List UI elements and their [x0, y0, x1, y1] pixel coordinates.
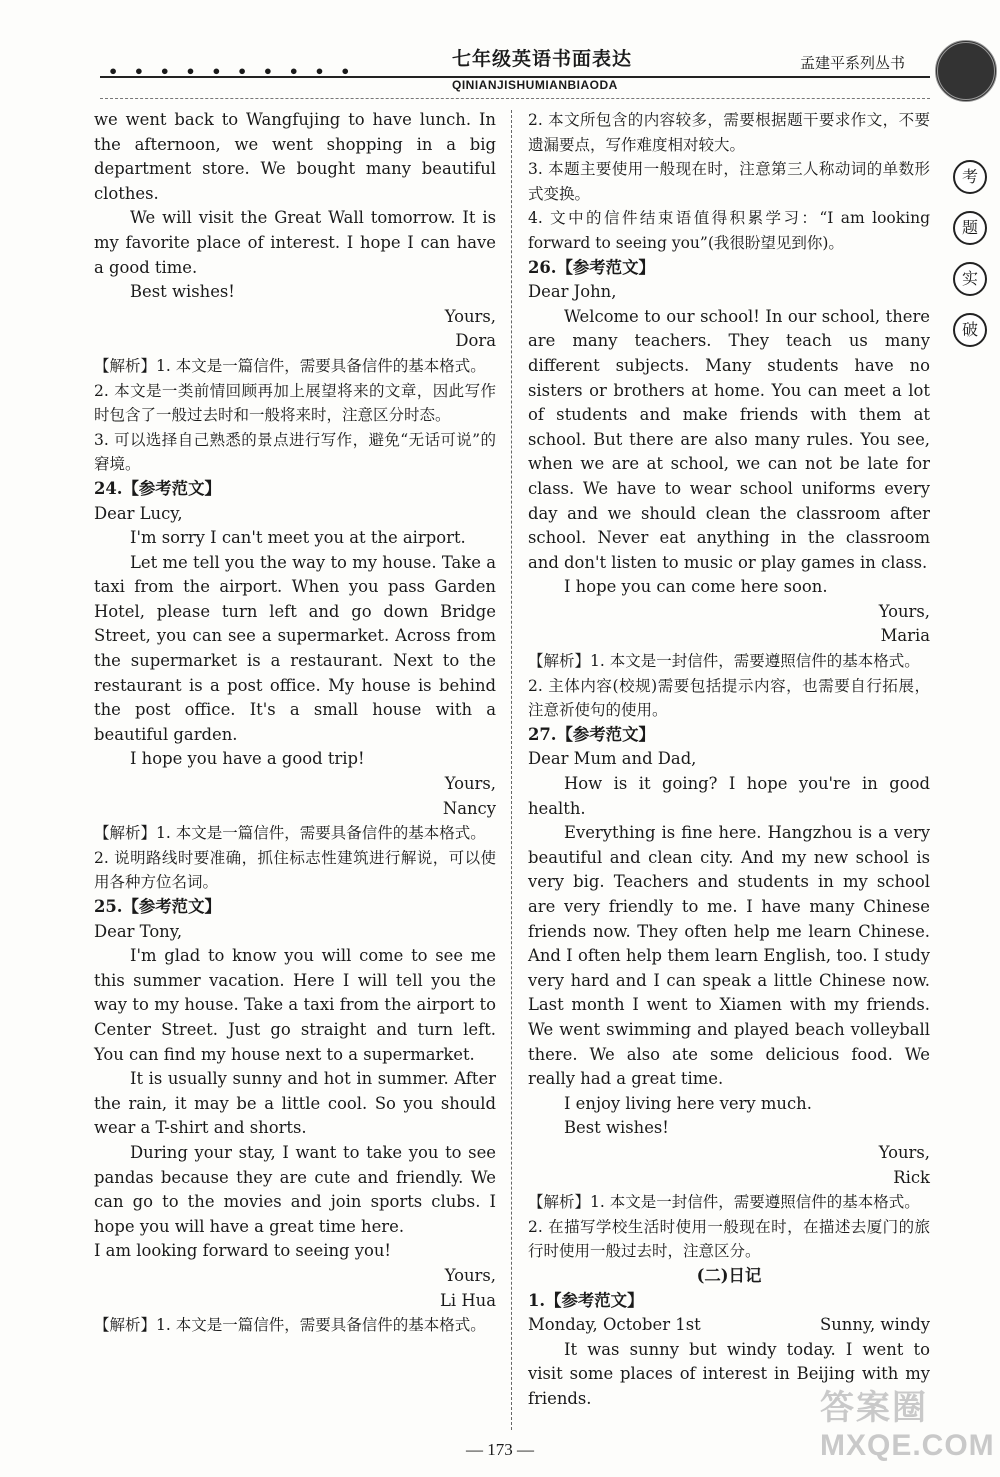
- analysis-note: 2. 说明路线时要准确，抓住标志性建筑进行解说，可以使用各种方位名词。: [94, 848, 496, 892]
- book-title: 七年级英语书面表达: [452, 48, 633, 70]
- column-divider: [511, 110, 512, 1430]
- signature-line: Li Hua: [440, 1290, 496, 1310]
- analysis-note: 2. 主体内容(校规)需要包括提示内容，也需要自行拓展，注意祈使句的使用。: [528, 676, 930, 720]
- indented-paragraph: How is it going? I hope you're in good health.: [528, 774, 930, 818]
- indented-paragraph: I hope you have a good trip!: [130, 749, 365, 769]
- indented-paragraph: I enjoy living here very much.: [564, 1093, 812, 1113]
- indented-paragraph: It was sunny but windy today. I went to visit some places of interest in Beijing with my friends.: [528, 1339, 930, 1408]
- text-paragraph: Dear John,: [528, 282, 617, 302]
- indented-paragraph: Best wishes!: [564, 1118, 669, 1138]
- left-column: [94, 108, 496, 1338]
- side-tab-char: 破: [953, 313, 987, 347]
- text-paragraph: Dear Lucy,: [94, 503, 183, 523]
- watermark: [820, 1380, 995, 1463]
- signature-line: Maria: [880, 626, 930, 646]
- signature-line: Yours,: [444, 306, 496, 326]
- analysis-note: 4. 文中的信件结束语值得积累学习：“I am looking forward to seeing you”(我很盼望见到你)。: [528, 209, 930, 252]
- analysis-note: 3. 可以选择自己熟悉的景点进行写作，避免“无话可说”的窘境。: [94, 430, 496, 474]
- series-logo-icon: [935, 40, 997, 102]
- analysis-note: 2. 本文是一类前情回顾再加上展望将来的文章，因此写作时包含了一般过去时和一般将来时，注意区分时态。: [94, 381, 496, 425]
- indented-paragraph: Welcome to our school! In our school, there are many teachers. They teach us many different subjects. Many students have no sisters or brothers at home. You can meet a lot of students and make friends with them at school. But there are also many rules. You see, when we are at school, we can not be late for class. We have to wear school uniforms every day and we should clean the classroom after school. Never eat anything in the classroom and don't listen to music or play games in class.: [528, 306, 930, 572]
- diary-weather: Sunny, windy: [820, 1315, 930, 1335]
- signature-line: Yours,: [444, 1265, 496, 1285]
- indented-paragraph: Best wishes!: [130, 282, 235, 302]
- text-paragraph: I am looking forward to seeing you!: [94, 1241, 391, 1261]
- indented-paragraph: Everything is fine here. Hangzhou is a very beautiful and clean city. And my new school is very big. Teachers and students in my school are very friendly to me. I have many Chinese friends now. They often help me learn Chinese. And I often help them learn English, too. I study very hard and I can speak a little Chinese now. Last month I went to Xiamen with my friends. We went swimming and played beach volleyball there. We also ate some delicious food. We really had a great time.: [528, 823, 930, 1089]
- section-heading: (二)日记: [696, 1265, 762, 1285]
- item-heading: 25.【参考范文】: [94, 897, 221, 916]
- analysis-note: 【解析】1. 本文是一篇信件，需要具备信件的基本格式。: [94, 1316, 486, 1335]
- watermark-line: 答案圈: [820, 1389, 928, 1427]
- indented-paragraph: Let me tell you the way to my house. Take a taxi from the airport. When you pass Garden Hotel, please turn left and go down Bridge Street, you can see a supermarket. Across from the supermarket is a restaurant. Next to the restaurant is a post office. My house is behind the post office. It's a small house with a beautiful garden.: [94, 552, 496, 744]
- indented-paragraph: We will visit the Great Wall tomorrow. It is my favorite place of interest. I hope I can have a good time.: [94, 208, 496, 277]
- signature-line: Rick: [893, 1167, 930, 1187]
- header-rule-dashed: [100, 98, 930, 99]
- right-column: [528, 108, 930, 1411]
- side-tab: [953, 160, 993, 364]
- text-paragraph: Dear Tony,: [94, 921, 183, 941]
- diary-date-line: [528, 1313, 930, 1338]
- analysis-note: 【解析】1. 本文是一封信件，需要遵照信件的基本格式。: [528, 652, 920, 671]
- signature-line: Yours,: [878, 601, 930, 621]
- analysis-note: 2. 在描写学校生活时使用一般现在时，在描述去厦门的旅行时使用一般过去时，注意区分。: [528, 1217, 930, 1261]
- item-heading: 26.【参考范文】: [528, 257, 655, 277]
- analysis-note: 【解析】1. 本文是一篇信件，需要具备信件的基本格式。: [94, 356, 486, 375]
- indented-paragraph: It is usually sunny and hot in summer. After the rain, it may be a little cool. So you should wear a T-shirt and shorts.: [94, 1069, 496, 1138]
- header-dots: • • • • • • • • • •: [108, 62, 356, 81]
- signature-line: Yours,: [878, 1142, 930, 1162]
- signature-line: Nancy: [442, 798, 496, 818]
- indented-paragraph: During your stay, I want to take you to see pandas because they are cute and friendly. We can go to the movies and join sports clubs. I hope you will have a great time here.: [94, 1142, 496, 1236]
- signature-line: Dora: [455, 331, 496, 351]
- indented-paragraph: I'm glad to know you will come to see me this summer vacation. Here I will tell you the way to my house. Take a taxi from the airport to Center Street. Just go straight and turn left. You can find my house next to a supermarket.: [94, 946, 496, 1064]
- side-tab-char: 题: [953, 211, 987, 245]
- item-heading: 27.【参考范文】: [528, 724, 655, 744]
- item-heading: 24.【参考范文】: [94, 478, 221, 498]
- indented-paragraph: I hope you can come here soon.: [564, 577, 828, 597]
- analysis-note: 3. 本题主要使用一般现在时，注意第三人称动词的单数形式变换。: [528, 160, 930, 203]
- signature-line: Yours,: [444, 774, 496, 794]
- side-tab-char: 考: [953, 160, 987, 194]
- book-title-pinyin: QINIANJISHUMIANBIAODA: [452, 78, 618, 92]
- analysis-note: 【解析】1. 本文是一封信件，需要遵照信件的基本格式。: [528, 1193, 920, 1212]
- indented-paragraph: I'm sorry I can't meet you at the airport.: [130, 528, 466, 548]
- page-number: — 173 —: [466, 1440, 534, 1459]
- series-name: 孟建平系列丛书: [800, 54, 906, 72]
- watermark-url: MXQE.COM: [820, 1429, 995, 1462]
- text-paragraph: Dear Mum and Dad,: [528, 749, 697, 769]
- analysis-note: 2. 本文所包含的内容较多，需要根据题干要求作文，不要遗漏要点，写作难度相对较大。: [528, 111, 930, 154]
- side-tab-char: 实: [953, 262, 987, 296]
- page-header: [0, 0, 1000, 110]
- text-paragraph: we went back to Wangfujing to have lunch. In the afternoon, we went shopping in a big department store. We bought many beautiful clothes.: [94, 110, 496, 203]
- item-heading: 1.【参考范文】: [528, 1290, 644, 1310]
- analysis-note: 【解析】1. 本文是一篇信件，需要具备信件的基本格式。: [94, 824, 486, 843]
- diary-date: Monday, October 1st: [528, 1315, 701, 1335]
